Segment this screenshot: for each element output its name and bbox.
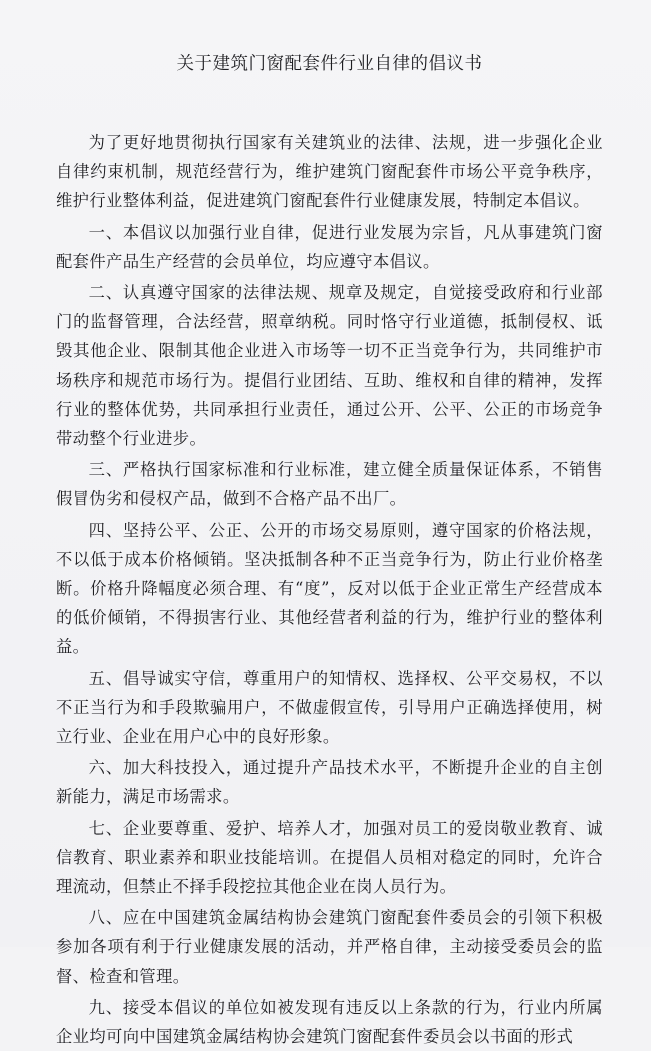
paragraph-clause-9: 九、接受本倡议的单位如被发现有违反以上条款的行为，行业内所属企业均可向中国建筑金属结构协会建筑门窗配套件委员会以书面的形式 bbox=[56, 997, 603, 1047]
paragraph-clause-7: 七、企业要尊重、爱护、培养人才，加强对员工的爱岗敬业教育、诚信教育、职业素养和职业技能培训。在提倡人员相对稳定的同时，允许合理流动，但禁止不择手段挖拉其他企业在岗人员行为。 bbox=[56, 818, 603, 897]
paragraph-clause-8: 八、应在中国建筑金属结构协会建筑门窗配套件委员会的引领下积极参加各项有利于行业健康发展的活动，并严格自律，主动接受委员会的监督、检查和管理。 bbox=[56, 908, 603, 986]
paragraph-clause-2: 二、认真遵守国家的法律法规、规章及规定，自觉接受政府和行业部门的监督管理，合法经营，照章纳税。同时恪守行业道德，抵制侵权、诋毁其他企业、限制其他企业进入市场等一切不正当竞争行为，共同维护市场秩序和规范市场行为。提倡行业团结、互助、维权和自律的精神，发挥行业的整体优势，共同承担行业责任，通过公开、公平、公正的市场竞争带动整个行业进步。 bbox=[56, 283, 603, 449]
document-body bbox=[56, 128, 603, 1051]
paragraph-clause-4: 四、坚持公平、公正、公开的市场交易原则，遵守国家的价格法规，不以低于成本价格倾销。坚决抵制各种不正当竞争行为，防止行业价格垄断。价格升降幅度必须合理、有“度”，反对以低于企业正常生产经营成本的低价倾销，不得损害行业、其他经营者利益的行为，维护行业的整体利益。 bbox=[56, 520, 603, 657]
paragraph-clause-5: 五、倡导诚实守信，尊重用户的知情权、选择权、公平交易权，不以不正当行为和手段欺骗用户，不做虚假宣传，引导用户正确选择使用，树立行业、企业在用户心中的良好形象。 bbox=[56, 668, 603, 747]
paragraph-clause-3: 三、严格执行国家标准和行业标准，建立健全质量保证体系，不销售假冒伪劣和侵权产品，做到不合格产品不出厂。 bbox=[56, 460, 603, 509]
paragraph-intro: 为了更好地贯彻执行国家有关建筑业的法律、法规，进一步强化企业自律约束机制，规范经营行为，维护建筑门窗配套件市场公平竞争秩序，维护行业整体利益，促进建筑门窗配套件行业健康发展，特制定本倡议。 bbox=[56, 133, 603, 211]
document-title: 关于建筑门窗配套件行业自律的倡议书 bbox=[176, 54, 483, 74]
paragraph-clause-6: 六、加大科技投入，通过提升产品技术水平，不断提升企业的自主创新能力，满足市场需求。 bbox=[56, 758, 603, 807]
paragraph-clause-1: 一、本倡议以加强行业自律，促进行业发展为宗旨，凡从事建筑门窗配套件产品生产经营的会员单位，均应遵守本倡议。 bbox=[56, 222, 603, 271]
